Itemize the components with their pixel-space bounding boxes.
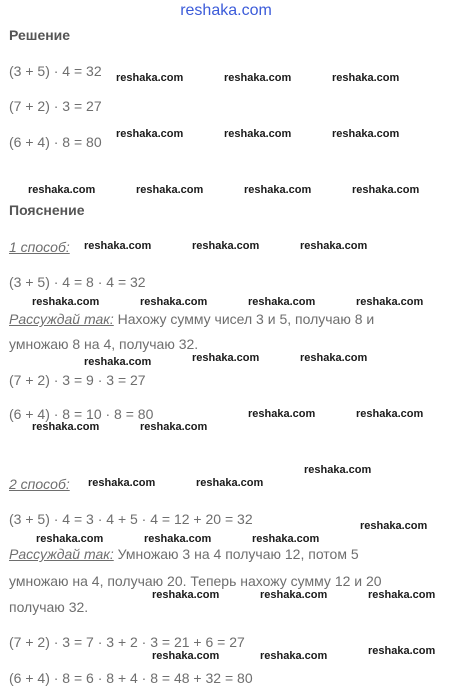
watermark: reshaka.com bbox=[332, 72, 400, 84]
method-2-reasoning bbox=[9, 546, 359, 562]
method-1-reasoning-text-1: Нахожу сумму чисел 3 и 5, получаю 8 и bbox=[113, 311, 375, 327]
explanation-heading: Пояснение bbox=[9, 202, 85, 218]
watermark: reshaka.com bbox=[260, 650, 328, 662]
method-2-reasoning-intro: Рассуждай так: bbox=[9, 546, 114, 562]
watermark: reshaka.com bbox=[192, 352, 260, 364]
watermark: reshaka.com bbox=[140, 421, 208, 433]
method-2-reasoning-cont-1: умножаю на 4, получаю 20. Теперь нахожу сумму 12 и 20 bbox=[9, 573, 382, 589]
solution-line-1: (3 + 5) · 4 = 32 bbox=[9, 63, 102, 79]
method-1-line-2: (7 + 2) · 3 = 9 · 3 = 27 bbox=[9, 372, 146, 388]
watermark: reshaka.com bbox=[84, 240, 152, 252]
watermark: reshaka.com bbox=[116, 72, 184, 84]
watermark: reshaka.com bbox=[224, 72, 292, 84]
method-1-reasoning bbox=[9, 311, 374, 327]
watermark: reshaka.com bbox=[332, 128, 400, 140]
solution-heading: Решение bbox=[9, 27, 71, 43]
watermark: reshaka.com bbox=[300, 240, 368, 252]
watermark: reshaka.com bbox=[244, 184, 312, 196]
method-2-reasoning-cont-2: получаю 32. bbox=[9, 599, 89, 615]
watermark: reshaka.com bbox=[152, 589, 220, 601]
method-2-reasoning-text-1: Умножаю 3 на 4 получаю 12, потом 5 bbox=[113, 546, 359, 562]
watermark: reshaka.com bbox=[144, 533, 212, 545]
watermark: reshaka.com bbox=[36, 533, 104, 545]
watermark: reshaka.com bbox=[116, 128, 184, 140]
watermark: reshaka.com bbox=[260, 589, 328, 601]
watermark: reshaka.com bbox=[304, 464, 372, 476]
watermark: reshaka.com bbox=[352, 184, 420, 196]
method-2-title: 2 способ: bbox=[9, 476, 70, 492]
watermark: reshaka.com bbox=[32, 421, 100, 433]
watermark: reshaka.com bbox=[32, 296, 100, 308]
method-1-line-1: (3 + 5) · 4 = 8 · 4 = 32 bbox=[9, 274, 146, 290]
watermark: reshaka.com bbox=[192, 240, 260, 252]
watermark: reshaka.com bbox=[196, 477, 264, 489]
watermark: reshaka.com bbox=[356, 408, 424, 420]
watermark: reshaka.com bbox=[356, 296, 424, 308]
watermark: reshaka.com bbox=[140, 296, 208, 308]
watermark: reshaka.com bbox=[88, 477, 156, 489]
method-1-line-3: (6 + 4) · 8 = 10 · 8 = 80 bbox=[9, 406, 154, 422]
watermark: reshaka.com bbox=[300, 352, 368, 364]
method-2-line-2: (7 + 2) · 3 = 7 · 3 + 2 · 3 = 21 + 6 = 27 bbox=[9, 634, 245, 650]
watermark: reshaka.com bbox=[224, 128, 292, 140]
watermark: reshaka.com bbox=[368, 645, 436, 657]
method-1-reasoning-intro: Рассуждай так: bbox=[9, 311, 114, 327]
watermark: reshaka.com bbox=[248, 296, 316, 308]
method-1-title: 1 способ: bbox=[9, 239, 70, 255]
watermark: reshaka.com bbox=[368, 589, 436, 601]
watermark: reshaka.com bbox=[152, 650, 220, 662]
watermark: reshaka.com bbox=[84, 356, 152, 368]
method-2-line-1: (3 + 5) · 4 = 3 · 4 + 5 · 4 = 12 + 20 = 32 bbox=[9, 511, 253, 527]
solution-line-3: (6 + 4) · 8 = 80 bbox=[9, 134, 102, 150]
solution-line-2: (7 + 2) · 3 = 27 bbox=[9, 98, 102, 114]
site-logo: reshaka.com bbox=[180, 2, 272, 19]
watermark: reshaka.com bbox=[248, 408, 316, 420]
watermark: reshaka.com bbox=[360, 520, 428, 532]
method-1-reasoning-cont: умножаю 8 на 4, получаю 32. bbox=[9, 336, 199, 352]
watermark: reshaka.com bbox=[28, 184, 96, 196]
method-2-line-3: (6 + 4) · 8 = 6 · 8 + 4 · 8 = 48 + 32 = 80 bbox=[9, 670, 253, 686]
watermark: reshaka.com bbox=[136, 184, 204, 196]
watermark: reshaka.com bbox=[252, 533, 320, 545]
